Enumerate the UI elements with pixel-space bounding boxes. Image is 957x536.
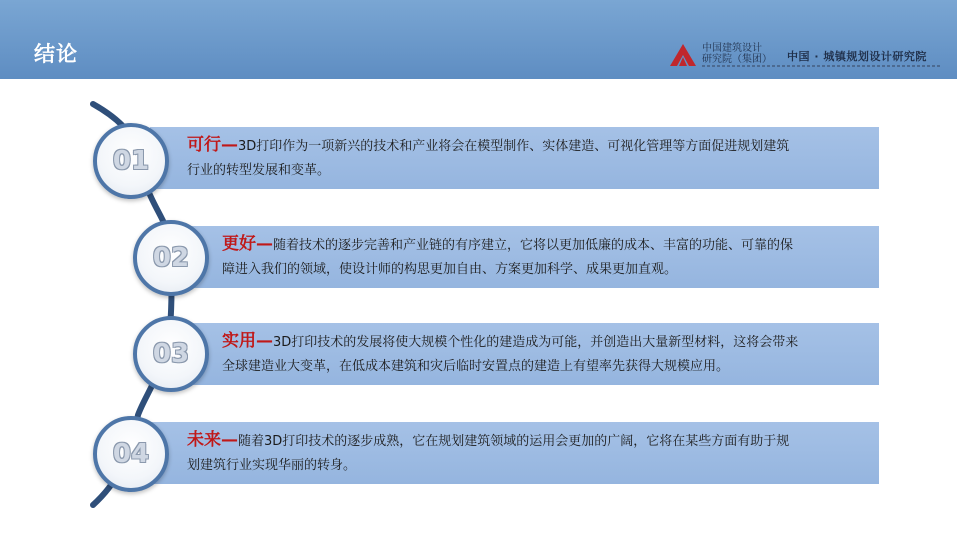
conclusion-line2-02: 障进入我们的领域，使设计师的构思更加自由、方案更加科学、成果更加直观。: [222, 262, 678, 277]
step-number-01: 01: [112, 146, 150, 176]
logo-subtitle-strip: [702, 65, 940, 67]
keyword-04: 未来—: [187, 430, 238, 450]
conclusion-text-01: [187, 133, 789, 183]
organization-logo: [670, 44, 940, 70]
step-circle-04: [93, 416, 169, 492]
keyword-02: 更好—: [222, 234, 273, 254]
page-title: 结论: [34, 42, 78, 66]
header-bar: [0, 0, 957, 79]
conclusion-line2-04: 划建筑行业实现华丽的转身。: [187, 458, 357, 473]
logo-organization-name: 中国 · 城镇规划设计研究院: [787, 50, 927, 63]
conclusion-line1-03: 3D打印技术的发展将使大规模个性化的建造成为可能，并创造出大量新型材料，这将会带来: [273, 335, 799, 350]
step-number-04: 04: [112, 439, 150, 469]
conclusion-text-02: [222, 232, 793, 282]
step-number-02: 02: [152, 243, 190, 273]
conclusion-line2-03: 全球建造业大变革，在低成本建筑和灾后临时安置点的建造上有望率先获得大规模应用。: [222, 359, 730, 374]
step-circle-03: [133, 316, 209, 392]
conclusion-line1-04: 随着3D打印技术的逐步成熟，它在规划建筑领域的运用会更加的广阔，它将在某些方面有助于规: [238, 434, 790, 449]
keyword-03: 实用—: [222, 331, 273, 351]
conclusion-text-03: [222, 329, 798, 379]
logo-name-line1: 中国建筑设计: [702, 43, 762, 54]
logo-name-line2: 研究院（集团）: [702, 54, 772, 65]
conclusion-text-04: [187, 428, 789, 478]
conclusion-line2-01: 行业的转型发展和变革。: [187, 163, 331, 178]
step-circle-02: [133, 220, 209, 296]
step-circle-01: [93, 123, 169, 199]
step-number-03: 03: [152, 339, 190, 369]
keyword-01: 可行—: [187, 135, 238, 155]
conclusion-line1-01: 3D打印作为一项新兴的技术和产业将会在模型制作、实体建造、可视化管理等方面促进规划建筑: [238, 139, 790, 154]
logo-mark-icon: [670, 44, 696, 66]
conclusion-line1-02: 随着技术的逐步完善和产业链的有序建立，它将以更加低廉的成本、丰富的功能、可靠的保: [273, 238, 794, 253]
